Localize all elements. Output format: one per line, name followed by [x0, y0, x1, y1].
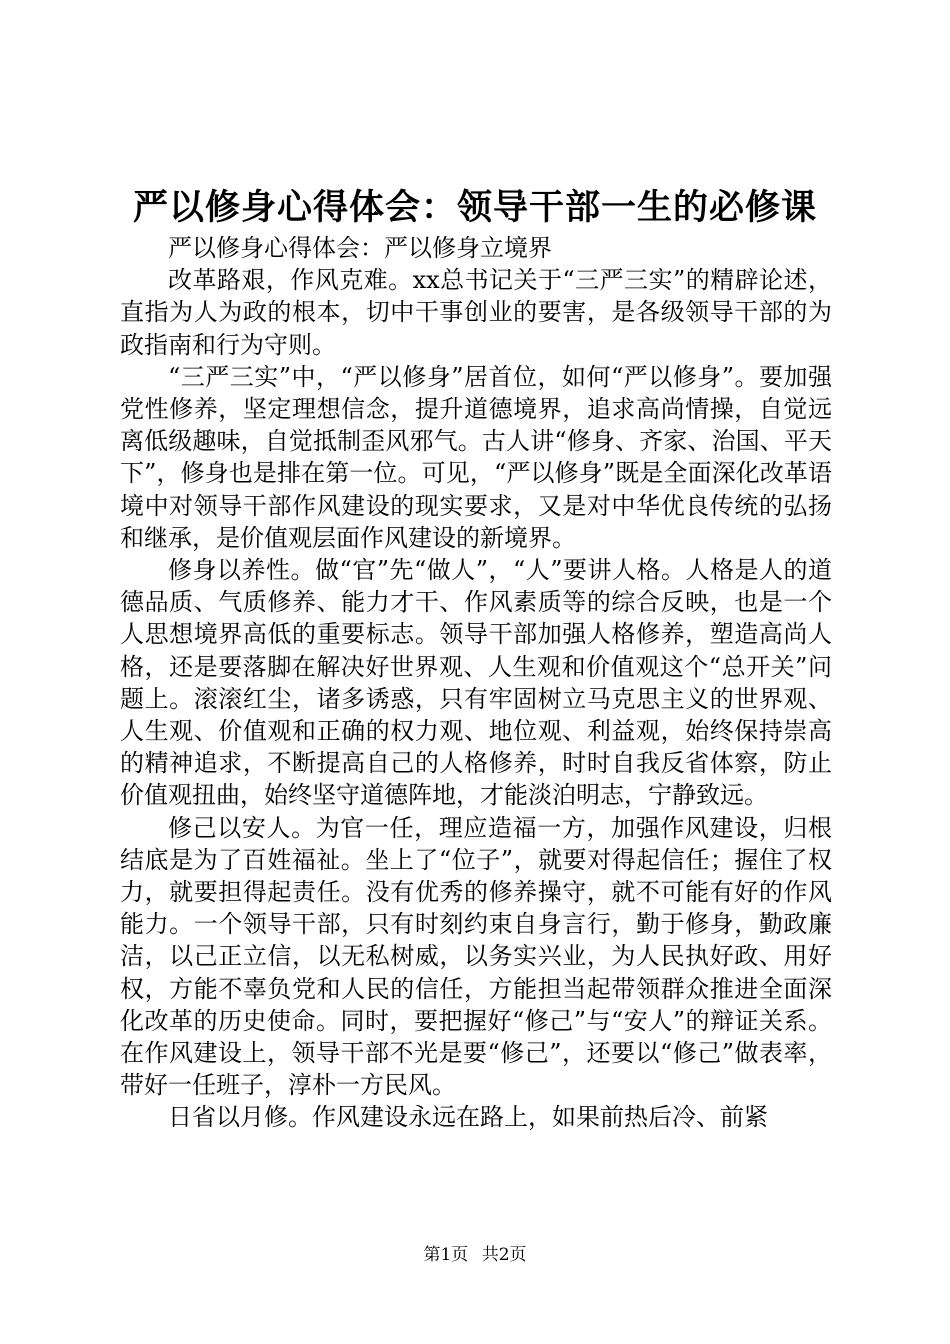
document-body	[120, 232, 832, 1134]
page-total: 共2页	[481, 1245, 527, 1265]
paragraph: 改革路艰，作风克难。xx总书记关于“三严三实”的精辟论述，直指为人为政的根本，切中干事创业的要害，是各级领导干部的为政指南和行为守则。	[120, 266, 832, 359]
paragraph: 日省以月修。作风建设永远在路上，如果前热后冷、前紧	[168, 1103, 768, 1132]
paragraph: 修己以安人。为官一任，理应造福一方，加强作风建设，归根结底是为了百姓福祉。坐上了“位子”，就要对得起信任；握住了权力，就要担得起责任。没有优秀的修养操守，就不可能有好的作风能力。一个领导干部，只有时刻约束自身言行，勤于修身，勤政廉洁，以己正立信，以无私树威，以务实兴业，为人民执好政、用好权，方能不辜负党和人民的信任，方能担当起带领群众推进全面深化改革的历史使命。同时，要把握好“修己”与“安人”的辩证关系。在作风建设上，领导干部不光是要“修己”，还要以“修己”做表率，带好一任班子，淳朴一方民风。	[120, 813, 832, 1100]
page-footer	[0, 1244, 950, 1266]
paragraph-subtitle: 严以修身心得体会：严以修身立境界	[168, 234, 552, 262]
paragraph: 修身以养性。做“官”先“做人”，“人”要讲人格。人格是人的道德品质、气质修养、能力才干、作风素质等的综合反映，也是一个人思想境界高低的重要标志。领导干部加强人格修养，塑造高尚人格，还是要落脚在解决好世界观、人生观和价值观这个“总开关”问题上。滚滚红尘，诸多诱惑，只有牢固树立马克思主义的世界观、人生观、价值观和正确的权力观、地位观、利益观，始终保持崇高的精神追求，不断提高自己的人格修养，时时自我反省体察，防止价值观扭曲，始终坚守道德阵地，才能淡泊明志，宁静致远。	[120, 556, 832, 810]
page-number: 第1页	[423, 1245, 469, 1265]
document-title: 严以修身心得体会：领导干部一生的必修课	[132, 187, 817, 228]
paragraph: “三严三实”中，“严以修身”居首位，如何“严以修身”。要加强党性修养，坚定理想信念，提升道德境界，追求高尚情操，自觉远离低级趣味，自觉抵制歪风邪气。古人讲“修身、齐家、治国、平天下”，修身也是排在第一位。可见，“严以修身”既是全面深化改革语境中对领导干部作风建设的现实要求，又是对中华优良传统的弘扬和继承，是价值观层面作风建设的新境界。	[120, 362, 832, 552]
